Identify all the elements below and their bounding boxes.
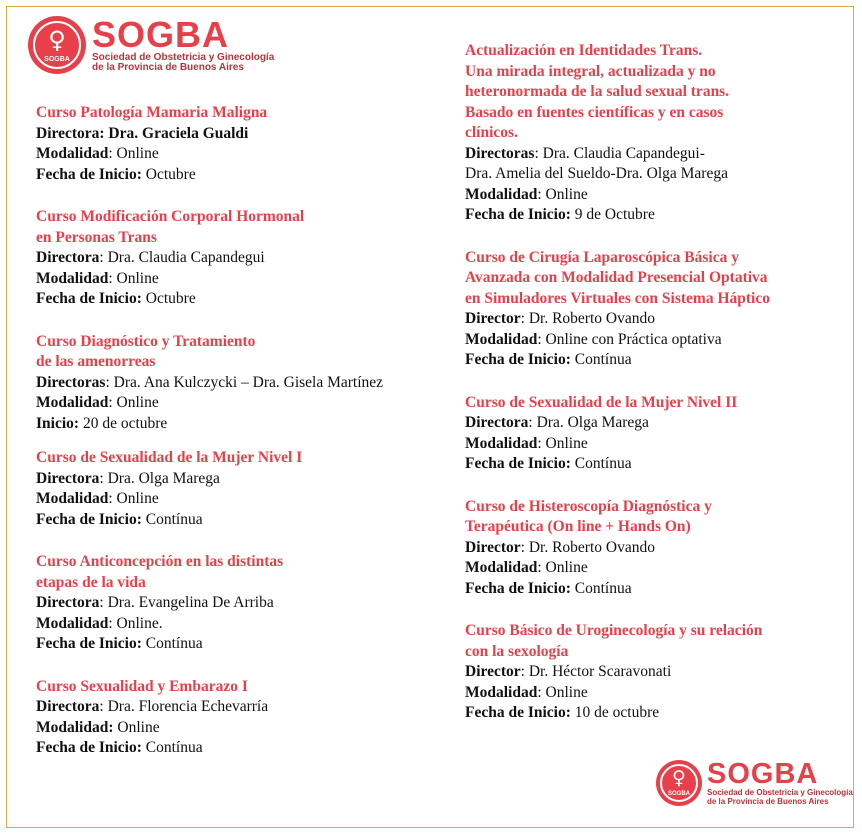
course-detail-line: [36, 289, 426, 310]
course-detail-line: [36, 165, 426, 186]
course-block: [465, 248, 840, 371]
course-title-line: con la sexología: [465, 642, 569, 660]
detail-value: : Dra. Florencia Echevarría: [99, 698, 269, 715]
detail-value: Contínua: [570, 351, 632, 368]
detail-value: : Online: [537, 559, 588, 576]
right-column: [465, 41, 840, 724]
detail-value: : Dra. Olga Marega: [99, 469, 220, 487]
course-title-line: Basado en fuentes científicas y en casos: [465, 103, 724, 121]
course-detail-line: [36, 697, 426, 718]
course-detail-line: [36, 738, 426, 759]
detail-label: Fecha de Inicio:: [465, 704, 571, 721]
logo-line-1: Sociedad de Obstetricia y Ginecología: [707, 788, 853, 798]
detail-label: Modalidad: [465, 683, 538, 701]
logo-line-2: de la Provincia de Buenos Aires: [92, 62, 244, 73]
detail-label: Fecha de Inicio:: [36, 165, 142, 183]
course-block: [36, 207, 426, 310]
course-detail-line: [465, 309, 840, 330]
detail-value: : Dr. Roberto Ovando: [520, 310, 655, 327]
course-title: [36, 552, 426, 593]
course-detail-line: [465, 185, 840, 206]
detail-value: : Online con Práctica optativa: [537, 330, 722, 348]
detail-value: : Online: [537, 683, 588, 701]
sogba-emblem-icon: ♀ SOGBA: [656, 760, 702, 806]
course-detail-line: [36, 489, 426, 510]
course-detail-line: [36, 634, 426, 655]
course-detail-line: [36, 718, 426, 739]
detail-label: Modalidad: [465, 434, 538, 452]
detail-label: Directora: [36, 469, 100, 487]
detail-value: Contínua: [570, 579, 632, 597]
detail-value: 20 de octubre: [79, 414, 168, 432]
course-detail-line: [465, 205, 840, 226]
course-detail-line: [36, 144, 426, 165]
course-detail-line: [465, 144, 840, 165]
course-title: [36, 207, 426, 248]
detail-label: Fecha de Inicio:: [36, 510, 142, 528]
detail-value: : Dra. Claudia Capandegui-: [534, 144, 705, 162]
detail-value: : Online: [537, 185, 588, 203]
detail-value: : Dra. Claudia Capandegui: [99, 249, 265, 266]
course-detail-line: [465, 703, 840, 724]
course-title-line: Avanzada con Modalidad Presencial Optativa: [465, 269, 768, 286]
course-detail-line: [36, 373, 426, 394]
detail-label: Fecha de Inicio:: [465, 579, 571, 597]
detail-label: Modalidad: [36, 614, 109, 632]
detail-value: Online: [113, 718, 160, 736]
course-detail-line: [36, 248, 426, 269]
detail-label: Directora: [36, 698, 100, 715]
course-detail-line: [465, 683, 840, 704]
detail-value: : Online: [108, 269, 159, 287]
detail-label: Director: [465, 310, 521, 327]
course-title: [465, 497, 840, 538]
detail-label: Directora: Dra. Graciela Gualdi: [36, 124, 249, 142]
course-title-line: en Simuladores Virtuales con Sistema Háptico: [465, 289, 770, 307]
detail-value: : Online.: [108, 614, 163, 632]
course-title-line: clínicos.: [465, 124, 518, 141]
detail-label: Modalidad: [465, 185, 538, 203]
course-title-line: heteronormada de la salud sexual trans.: [465, 83, 730, 100]
detail-label: Modalidad: [36, 269, 109, 287]
detail-value: : Dr. Héctor Scaravonati: [520, 663, 672, 680]
detail-label: Modalidad: [36, 145, 109, 162]
detail-value: : Dr. Roberto Ovando: [520, 538, 655, 556]
detail-label: Modalidad:: [36, 718, 114, 736]
detail-label: Fecha de Inicio:: [36, 739, 142, 756]
course-detail-line: [465, 454, 840, 475]
detail-value: Contínua: [141, 510, 203, 528]
detail-label: Directoras: [465, 144, 535, 162]
course-block: [36, 448, 426, 530]
detail-value: Contínua: [141, 635, 203, 652]
detail-value: : Dra. Ana Kulczycki – Dra. Gisela Martínez: [105, 373, 384, 391]
detail-value: 9 de Octubre: [570, 206, 655, 223]
detail-label: Fecha de Inicio:: [36, 290, 142, 307]
detail-value: : Online: [108, 490, 159, 507]
course-title-line: Curso Diagnóstico y Tratamiento: [36, 332, 256, 350]
course-block: [36, 552, 426, 655]
logo-line-2: de la Provincia de Buenos Aires: [707, 796, 829, 806]
course-detail-line: [36, 393, 426, 414]
detail-label: Modalidad: [465, 559, 538, 576]
course-detail-line: [465, 330, 840, 351]
detail-value: : Dra. Olga Marega: [528, 414, 649, 431]
sogba-logo-bottom: [656, 760, 853, 806]
course-detail-line: [36, 614, 426, 635]
detail-value: : Online: [537, 434, 588, 452]
course-detail-line: [465, 662, 840, 683]
course-detail-line: [465, 434, 840, 455]
course-detail-line: [36, 124, 426, 145]
course-detail-line: [36, 593, 426, 614]
detail-label: Director: [465, 663, 521, 680]
detail-label: Modalidad: [36, 394, 109, 411]
course-title-line: etapas de la vida: [36, 573, 146, 591]
course-title-line: Una mirada integral, actualizada y no: [465, 62, 716, 80]
course-detail-line: [465, 538, 840, 559]
course-title-line: Curso de Cirugía Laparoscópica Básica y: [465, 248, 739, 266]
course-block: [465, 393, 840, 475]
course-block: [465, 621, 840, 724]
course-detail-line: [465, 164, 840, 185]
detail-label: Directora: [465, 414, 529, 431]
detail-label: Director: [465, 538, 521, 556]
course-block: [465, 41, 840, 226]
course-title-line: Curso de Sexualidad de la Mujer Nivel II: [465, 393, 738, 411]
course-title-line: Curso Básico de Uroginecología y su relación: [465, 622, 763, 639]
course-detail-line: [465, 350, 840, 371]
course-title-line: Terapéutica (On line + Hands On): [465, 518, 691, 535]
course-title-line: en Personas Trans: [36, 228, 157, 246]
detail-value: Octubre: [141, 165, 196, 183]
course-title: [36, 332, 426, 373]
course-detail-line: [36, 469, 426, 490]
logo-name: SOGBA: [707, 758, 819, 791]
course-detail-line: [36, 269, 426, 290]
course-block: [36, 677, 426, 759]
detail-label: Directora: [36, 594, 100, 611]
course-title-line: Actualización en Identidades Trans.: [465, 42, 703, 59]
logo-line-1: Sociedad de Obstetricia y Ginecología: [92, 51, 275, 63]
detail-value: Contínua: [570, 455, 632, 472]
detail-value: 10 de octubre: [570, 704, 660, 721]
course-detail-line: [36, 510, 426, 531]
sogba-emblem-icon: ♀ SOGBA: [28, 16, 86, 74]
course-detail-line: [465, 579, 840, 600]
detail-label: Fecha de Inicio:: [465, 351, 571, 368]
detail-value: : Online: [108, 145, 159, 162]
course-block: [465, 497, 840, 600]
sogba-logo-top: [28, 13, 275, 74]
course-title-line: Curso Patología Mamaria Maligna: [36, 104, 268, 121]
logo-name: SOGBA: [92, 13, 230, 55]
course-title-line: Curso Anticoncepción en las distintas: [36, 553, 284, 570]
course-title: [36, 448, 426, 469]
course-title-line: Curso Modificación Corporal Hormonal: [36, 208, 305, 225]
detail-value: Octubre: [141, 290, 196, 307]
detail-value: Dra. Amelia del Sueldo-Dra. Olga Marega: [465, 165, 728, 182]
course-title: [465, 41, 840, 144]
detail-value: : Online: [108, 394, 159, 411]
course-title: [465, 248, 840, 310]
detail-label: Modalidad: [36, 490, 109, 507]
course-detail-line: [465, 413, 840, 434]
course-title: [36, 103, 426, 124]
detail-label: Fecha de Inicio:: [36, 635, 142, 652]
detail-label: Modalidad: [465, 330, 538, 348]
course-detail-line: [465, 558, 840, 579]
course-title: [465, 393, 840, 414]
course-title-line: Curso de Histeroscopía Diagnóstica y: [465, 497, 712, 515]
course-title: [465, 621, 840, 662]
course-title-line: de las amenorreas: [36, 353, 156, 370]
course-block: [36, 332, 426, 435]
detail-value: : Dra. Evangelina De Arriba: [99, 594, 274, 611]
detail-label: Directoras: [36, 373, 106, 391]
course-block: [36, 103, 426, 185]
detail-label: Fecha de Inicio:: [465, 455, 571, 472]
detail-label: Fecha de Inicio:: [465, 206, 571, 223]
course-title-line: Curso de Sexualidad de la Mujer Nivel I: [36, 449, 303, 466]
detail-label: Inicio:: [36, 414, 80, 432]
course-title: [36, 677, 426, 698]
left-column: [36, 103, 426, 759]
detail-label: Directora: [36, 249, 100, 266]
course-title-line: Curso Sexualidad y Embarazo I: [36, 677, 248, 695]
course-detail-line: [36, 414, 426, 435]
detail-value: Contínua: [141, 739, 203, 756]
